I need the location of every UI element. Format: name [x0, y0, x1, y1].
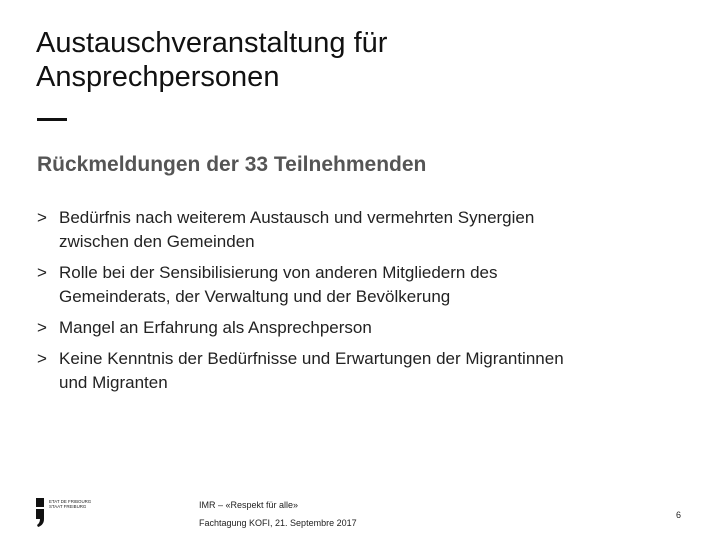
- bullet-item: [37, 347, 697, 395]
- bullet-item: [37, 316, 697, 340]
- footer-event-title: IMR – «Respekt für alle»: [199, 500, 299, 510]
- bullet-text-line-1: Keine Kenntnis der Bedürfnisse und Erwartungen der Migrantinnen: [59, 349, 564, 368]
- bullet-list: [37, 206, 697, 402]
- bullet-chevron-icon: >: [37, 318, 47, 337]
- footer-event-date: Fachtagung KOFI, 21. Septembre 2017: [199, 518, 357, 528]
- slide-title: [36, 26, 676, 94]
- bullet-chevron-icon: >: [37, 263, 47, 282]
- logo-text-line-2: STAAT FREIBURG: [49, 504, 87, 509]
- slide-subtitle: Rückmeldungen der 33 Teilnehmenden: [37, 153, 427, 176]
- bullet-text-line-1: Bedürfnis nach weiterem Austausch und vermehrten Synergien: [59, 208, 535, 227]
- logo-text-line-1: ETAT DE FRIBOURG: [49, 499, 92, 504]
- logo-mark-top: [36, 498, 44, 507]
- bullet-item: [37, 206, 697, 254]
- page-number: 6: [676, 510, 682, 520]
- slide-title-line-1: Austauschveranstaltung für: [36, 27, 388, 59]
- bullet-item: [37, 261, 697, 309]
- bullet-text-line-1: Rolle bei der Sensibilisierung von anderen Mitgliedern des: [59, 263, 498, 282]
- bullet-text-line-2: zwischen den Gemeinden: [59, 232, 255, 251]
- bullet-text-line-1: Mangel an Erfahrung als Ansprechperson: [59, 318, 372, 337]
- title-underline-dash: [37, 118, 67, 121]
- logo-mark-comma: [36, 509, 44, 527]
- footer-info: [199, 496, 357, 532]
- bullet-chevron-icon: >: [37, 349, 47, 368]
- bullet-chevron-icon: >: [37, 208, 47, 227]
- bullet-text-line-2: und Migranten: [59, 373, 168, 392]
- state-logo: [36, 498, 116, 528]
- slide-title-line-2: Ansprechpersonen: [36, 61, 280, 93]
- bullet-text-line-2: Gemeinderats, der Verwaltung und der Bevölkerung: [59, 287, 451, 306]
